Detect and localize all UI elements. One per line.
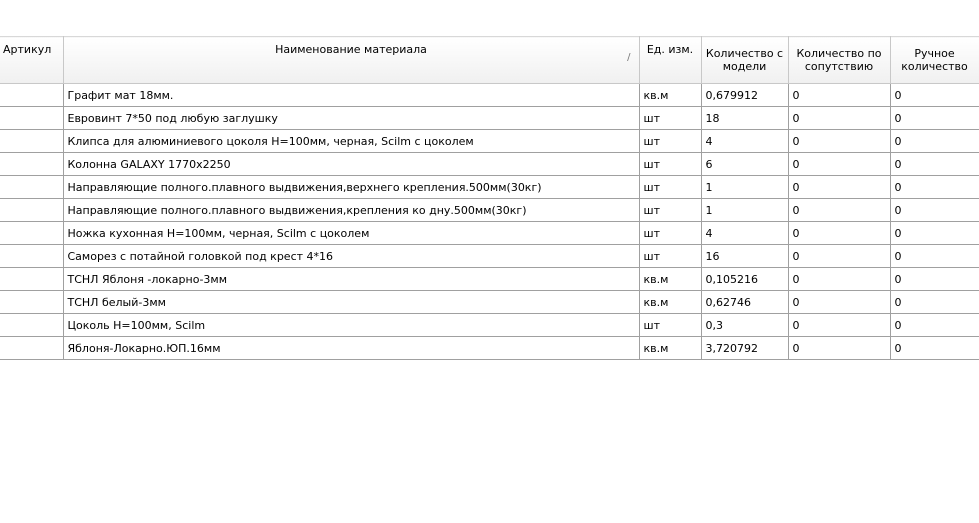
cell-qty-related[interactable]: 0 [788, 268, 890, 291]
cell-qty-related[interactable]: 0 [788, 199, 890, 222]
cell-qty-model[interactable]: 4 [701, 130, 788, 153]
cell-qty-manual[interactable]: 0 [890, 268, 979, 291]
cell-article[interactable] [0, 107, 63, 130]
cell-qty-related[interactable]: 0 [788, 245, 890, 268]
cell-qty-manual[interactable]: 0 [890, 337, 979, 360]
cell-qty-manual[interactable]: 0 [890, 176, 979, 199]
cell-article[interactable] [0, 84, 63, 107]
cell-unit[interactable]: шт [639, 176, 701, 199]
sort-indicator-icon: / [627, 52, 631, 63]
column-header-qty-related[interactable]: Количество по сопутствию [788, 37, 890, 84]
cell-qty-model[interactable]: 0,105216 [701, 268, 788, 291]
table-row[interactable] [0, 153, 979, 176]
cell-article[interactable] [0, 268, 63, 291]
cell-qty-model[interactable]: 18 [701, 107, 788, 130]
cell-article[interactable] [0, 176, 63, 199]
cell-unit[interactable]: кв.м [639, 291, 701, 314]
column-header-material-name-label: Наименование материала [275, 43, 427, 56]
cell-article[interactable] [0, 222, 63, 245]
cell-unit[interactable]: кв.м [639, 268, 701, 291]
cell-qty-manual[interactable]: 0 [890, 222, 979, 245]
table-row[interactable] [0, 176, 979, 199]
table-row[interactable] [0, 245, 979, 268]
cell-qty-manual[interactable]: 0 [890, 130, 979, 153]
cell-material-name[interactable]: Ножка кухонная H=100мм, черная, Scilm с цоколем [63, 222, 639, 245]
column-header-qty-manual[interactable]: Ручное количество [890, 37, 979, 84]
table-header-row [0, 37, 979, 84]
cell-qty-manual[interactable]: 0 [890, 107, 979, 130]
cell-material-name[interactable]: Цоколь H=100мм, Scilm [63, 314, 639, 337]
table-row[interactable] [0, 337, 979, 360]
cell-qty-related[interactable]: 0 [788, 107, 890, 130]
cell-qty-model[interactable]: 1 [701, 199, 788, 222]
cell-qty-related[interactable]: 0 [788, 314, 890, 337]
cell-qty-manual[interactable]: 0 [890, 153, 979, 176]
materials-table [0, 36, 979, 360]
table-row[interactable] [0, 222, 979, 245]
cell-unit[interactable]: шт [639, 107, 701, 130]
cell-article[interactable] [0, 314, 63, 337]
cell-qty-related[interactable]: 0 [788, 337, 890, 360]
table-row[interactable] [0, 199, 979, 222]
column-header-unit[interactable]: Ед. изм. [639, 37, 701, 84]
cell-article[interactable] [0, 337, 63, 360]
cell-qty-related[interactable]: 0 [788, 84, 890, 107]
cell-article[interactable] [0, 153, 63, 176]
cell-qty-related[interactable]: 0 [788, 176, 890, 199]
cell-article[interactable] [0, 245, 63, 268]
cell-qty-manual[interactable]: 0 [890, 245, 979, 268]
column-header-qty-model[interactable]: Количество с модели [701, 37, 788, 84]
cell-material-name[interactable]: Клипса для алюминиевого цоколя H=100мм, черная, Scilm с цоколем [63, 130, 639, 153]
column-header-article[interactable]: Артикул [0, 37, 63, 84]
cell-article[interactable] [0, 130, 63, 153]
table-row[interactable] [0, 107, 979, 130]
cell-qty-model[interactable]: 4 [701, 222, 788, 245]
cell-unit[interactable]: кв.м [639, 337, 701, 360]
cell-qty-manual[interactable]: 0 [890, 84, 979, 107]
table-row[interactable] [0, 291, 979, 314]
cell-unit[interactable]: кв.м [639, 84, 701, 107]
cell-qty-model[interactable]: 0,3 [701, 314, 788, 337]
cell-qty-model[interactable]: 3,720792 [701, 337, 788, 360]
cell-qty-model[interactable]: 6 [701, 153, 788, 176]
cell-qty-manual[interactable]: 0 [890, 314, 979, 337]
cell-material-name[interactable]: Колонна GALAXY 1770x2250 [63, 153, 639, 176]
cell-unit[interactable]: шт [639, 199, 701, 222]
cell-qty-manual[interactable]: 0 [890, 291, 979, 314]
cell-qty-related[interactable]: 0 [788, 130, 890, 153]
table-row[interactable] [0, 130, 979, 153]
cell-unit[interactable]: шт [639, 314, 701, 337]
cell-article[interactable] [0, 199, 63, 222]
table-row[interactable] [0, 314, 979, 337]
cell-material-name[interactable]: Саморез с потайной головкой под крест 4*16 [63, 245, 639, 268]
cell-unit[interactable]: шт [639, 153, 701, 176]
column-header-material-name[interactable] [63, 37, 639, 84]
cell-qty-model[interactable]: 0,62746 [701, 291, 788, 314]
table-row[interactable] [0, 84, 979, 107]
cell-qty-manual[interactable]: 0 [890, 199, 979, 222]
cell-unit[interactable]: шт [639, 130, 701, 153]
cell-material-name[interactable]: Графит мат 18мм. [63, 84, 639, 107]
cell-qty-related[interactable]: 0 [788, 222, 890, 245]
cell-material-name[interactable]: Евровинт 7*50 под любую заглушку [63, 107, 639, 130]
table-row[interactable] [0, 268, 979, 291]
cell-material-name[interactable]: Яблоня-Локарно.ЮП.16мм [63, 337, 639, 360]
cell-material-name[interactable]: ТСНЛ белый-3мм [63, 291, 639, 314]
cell-unit[interactable]: шт [639, 222, 701, 245]
cell-article[interactable] [0, 291, 63, 314]
cell-qty-model[interactable]: 0,679912 [701, 84, 788, 107]
cell-qty-model[interactable]: 1 [701, 176, 788, 199]
cell-qty-related[interactable]: 0 [788, 153, 890, 176]
cell-qty-model[interactable]: 16 [701, 245, 788, 268]
cell-qty-related[interactable]: 0 [788, 291, 890, 314]
cell-material-name[interactable]: Направляющие полного.плавного выдвижения,крепления ко дну.500мм(30кг) [63, 199, 639, 222]
cell-material-name[interactable]: ТСНЛ Яблоня -локарно-3мм [63, 268, 639, 291]
cell-material-name[interactable]: Направляющие полного.плавного выдвижения,верхнего крепления.500мм(30кг) [63, 176, 639, 199]
cell-unit[interactable]: шт [639, 245, 701, 268]
